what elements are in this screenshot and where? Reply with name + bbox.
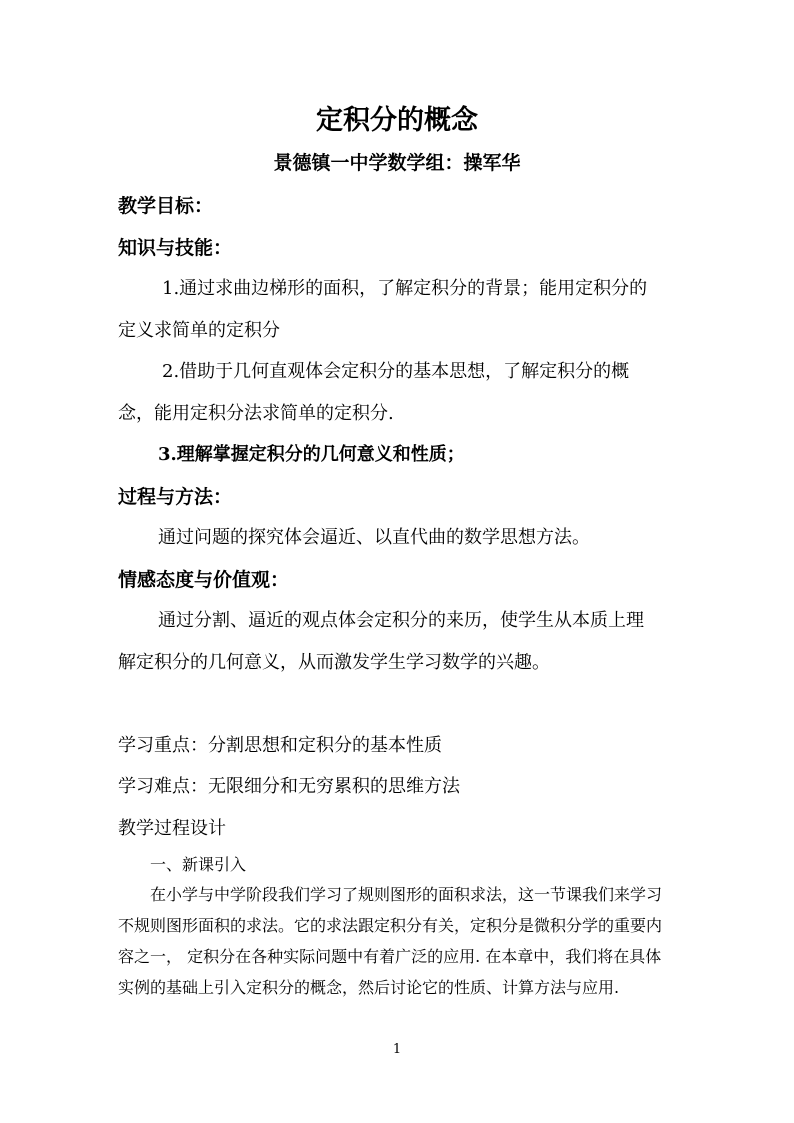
intro-text-line-3: 容之一， 定积分在各种实际问题中有着广泛的应用. 在本章中，我们将在具体 bbox=[118, 947, 662, 966]
design-heading: 教学过程设计 bbox=[118, 818, 226, 839]
emotion-text-line-2: 解定积分的几何意义，从而激发学生学习数学的兴趣。 bbox=[118, 652, 550, 673]
knowledge-item-1-line-1: 1.通过求曲边梯形的面积，了解定积分的背景；能用定积分的 bbox=[162, 278, 648, 299]
page-number: 1 bbox=[392, 1042, 402, 1057]
document-title: 定积分的概念 bbox=[316, 105, 478, 136]
emotion-text-line-1: 通过分割、逼近的观点体会定积分的来历，使学生从本质上理 bbox=[158, 610, 644, 631]
author-line: 景德镇一中学数学组：操军华 bbox=[273, 152, 521, 174]
intro-text-line-4: 实例的基础上引入定积分的概念，然后讨论它的性质、计算方法与应用. bbox=[118, 978, 620, 997]
process-heading: 过程与方法： bbox=[118, 486, 233, 508]
intro-text-line-2: 不规则图形面积的求法。它的求法跟定积分有关，定积分是微积分学的重要内 bbox=[118, 916, 663, 935]
knowledge-item-2-line-2: 念，能用定积分法求简单的定积分. bbox=[118, 403, 394, 424]
knowledge-heading: 知识与技能： bbox=[118, 237, 233, 259]
emotion-heading: 情感态度与价值观： bbox=[118, 569, 290, 591]
process-text: 通过问题的探究体会逼近、以直代曲的数学思想方法。 bbox=[158, 527, 590, 548]
intro-text-line-1: 在小学与中学阶段我们学习了规则图形的面积求法，这一节课我们来学习 bbox=[150, 885, 663, 904]
goals-heading: 教学目标： bbox=[118, 195, 214, 217]
knowledge-item-3: 3.理解掌握定积分的几何意义和性质； bbox=[158, 444, 465, 465]
knowledge-item-1-line-2: 定义求简单的定积分 bbox=[118, 320, 280, 341]
key-point: 学习重点：分割思想和定积分的基本性质 bbox=[118, 735, 442, 756]
difficulty-point: 学习难点：无限细分和无穷累积的思维方法 bbox=[118, 776, 460, 797]
knowledge-item-2-line-1: 2.借助于几何直观体会定积分的基本思想，了解定积分的概 bbox=[162, 361, 630, 382]
intro-heading: 一、新课引入 bbox=[150, 855, 247, 874]
